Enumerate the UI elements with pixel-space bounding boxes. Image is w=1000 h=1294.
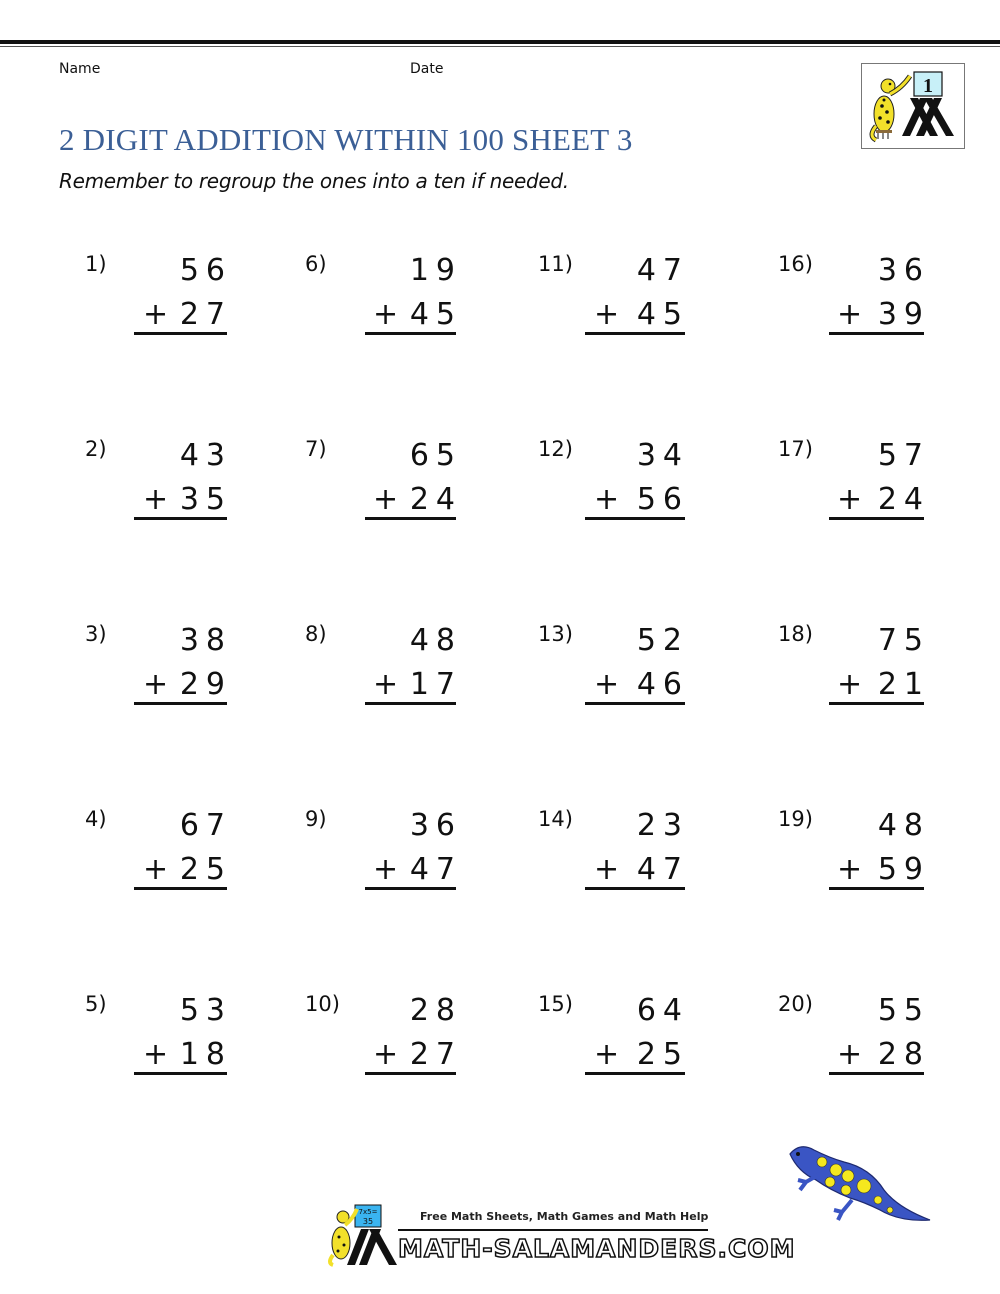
addend-top: 28 [409,993,462,1028]
problem-number: 14) [538,807,573,831]
addend-top: 65 [409,438,462,473]
plus-operator: + [373,852,399,887]
addend-top: 56 [179,253,232,288]
answer-line [365,887,456,890]
problem-number: 15) [538,992,573,1016]
answer-line [829,1072,924,1075]
addend-top: 19 [409,253,462,288]
problem-number: 13) [538,622,573,646]
addend-bottom: 27 [179,297,232,332]
answer-line [585,332,685,335]
addend-bottom: 47 [636,852,689,887]
page-title: 2 DIGIT ADDITION WITHIN 100 SHEET 3 [59,122,633,157]
addend-top: 47 [636,253,689,288]
problem-number: 4) [85,807,107,831]
addend-bottom: 47 [409,852,462,887]
answer-line [134,1072,227,1075]
blue-salamander-icon [780,1140,935,1232]
answer-line [134,702,227,705]
addend-bottom: 56 [636,482,689,517]
plus-operator: + [837,297,863,332]
answer-line [585,517,685,520]
answer-line [829,332,924,335]
answer-line [585,887,685,890]
addend-top: 48 [409,623,462,658]
answer-line [365,517,456,520]
addend-top: 38 [179,623,232,658]
problem-number: 3) [85,622,107,646]
plus-operator: + [837,667,863,702]
footer-salamander-icon [325,1203,400,1268]
addend-bottom: 29 [179,667,232,702]
svg-text:35: 35 [362,1217,374,1226]
addend-bottom: 17 [409,667,462,702]
addend-bottom: 39 [877,297,930,332]
problem-number: 18) [778,622,813,646]
addend-bottom: 25 [636,1037,689,1072]
addend-top: 67 [179,808,232,843]
problem-number: 6) [305,252,327,276]
problem-number: 10) [305,992,340,1016]
plus-operator: + [837,1037,863,1072]
plus-operator: + [143,667,169,702]
footer-tagline: Free Math Sheets, Math Games and Math Help [420,1210,709,1223]
addend-bottom: 45 [636,297,689,332]
answer-line [365,702,456,705]
answer-line [365,1072,456,1075]
problem-number: 19) [778,807,813,831]
addend-top: 75 [877,623,930,658]
salamander-logo-icon [862,64,964,148]
plus-operator: + [373,667,399,702]
addend-top: 23 [636,808,689,843]
plus-operator: + [373,1037,399,1072]
answer-line [829,702,924,705]
addend-bottom: 21 [877,667,930,702]
plus-operator: + [594,482,620,517]
addend-top: 53 [179,993,232,1028]
plus-operator: + [143,852,169,887]
plus-operator: + [143,1037,169,1072]
addend-bottom: 45 [409,297,462,332]
addend-top: 36 [877,253,930,288]
problem-number: 8) [305,622,327,646]
addend-top: 34 [636,438,689,473]
problem-number: 1) [85,252,107,276]
addend-bottom: 18 [179,1037,232,1072]
addend-top: 57 [877,438,930,473]
answer-line [585,1072,685,1075]
plus-operator: + [143,297,169,332]
top-rule-thin [0,46,1000,47]
addend-bottom: 35 [179,482,232,517]
answer-line [134,887,227,890]
answer-line [829,517,924,520]
problem-number: 5) [85,992,107,1016]
addend-bottom: 28 [877,1037,930,1072]
problem-number: 17) [778,437,813,461]
svg-text:7x5=: 7x5= [358,1208,378,1216]
plus-operator: + [594,852,620,887]
plus-operator: + [837,852,863,887]
addend-bottom: 59 [877,852,930,887]
footer-divider [398,1229,708,1231]
top-rule-thick [0,40,1000,44]
answer-line [585,702,685,705]
plus-operator: + [594,1037,620,1072]
addend-bottom: 46 [636,667,689,702]
addend-bottom: 27 [409,1037,462,1072]
problem-number: 16) [778,252,813,276]
plus-operator: + [594,667,620,702]
addend-top: 36 [409,808,462,843]
footer-brand[interactable]: MATH-SALAMANDERS.COM [398,1234,796,1263]
problem-number: 9) [305,807,327,831]
answer-line [829,887,924,890]
problem-number: 2) [85,437,107,461]
plus-operator: + [373,297,399,332]
addend-bottom: 25 [179,852,232,887]
logo-box [861,63,965,149]
plus-operator: + [373,482,399,517]
problem-number: 11) [538,252,573,276]
logo-badge-number: 1 [923,75,933,97]
name-label: Name [59,61,101,77]
addend-top: 52 [636,623,689,658]
plus-operator: + [594,297,620,332]
addend-top: 48 [877,808,930,843]
addend-top: 64 [636,993,689,1028]
plus-operator: + [143,482,169,517]
answer-line [365,332,456,335]
addend-bottom: 24 [409,482,462,517]
addend-top: 43 [179,438,232,473]
problem-number: 7) [305,437,327,461]
answer-line [134,517,227,520]
date-label: Date [410,61,444,77]
problem-number: 12) [538,437,573,461]
instructions: Remember to regroup the ones into a ten if needed. [59,169,569,193]
addend-top: 55 [877,993,930,1028]
addend-bottom: 24 [877,482,930,517]
problem-number: 20) [778,992,813,1016]
answer-line [134,332,227,335]
plus-operator: + [837,482,863,517]
